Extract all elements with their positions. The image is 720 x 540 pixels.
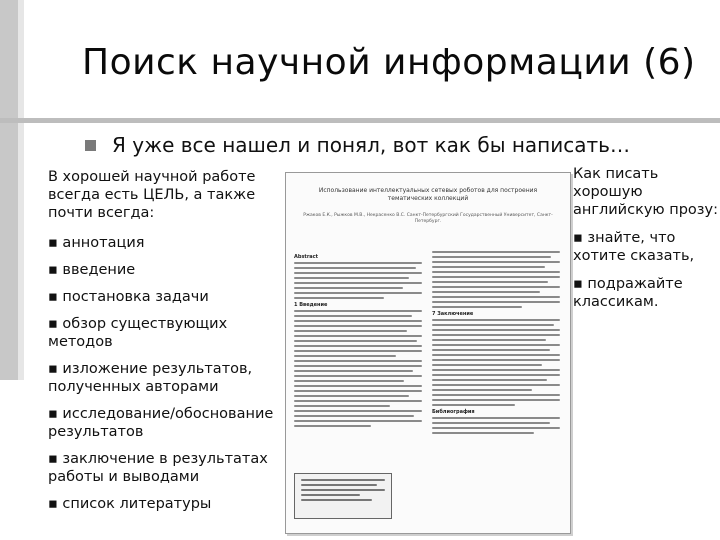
paper-column-left (294, 251, 422, 430)
left-intro: В хорошей научной работе всегда есть ЦЕЛЬ, а также почти всегда: (48, 169, 256, 221)
writing-tips (573, 165, 720, 321)
list-item: ▪ исследование/обоснование результатов (48, 406, 274, 440)
title-divider (0, 118, 720, 123)
paper-title: Использование интеллектуальных сетевых роботов для построения тематических коллекций (318, 187, 538, 202)
paper-structure-list (48, 168, 288, 522)
paper-heading-abstract: Abstract (294, 254, 319, 260)
list-item: ▪ аннотация (48, 235, 145, 251)
paper-image (285, 172, 571, 534)
main-bullet (85, 133, 630, 157)
paper-heading-intro: 1 Введение (294, 302, 328, 308)
paper-heading-conclusion: 7 Заключение (432, 311, 474, 317)
decorative-bar-inner (18, 0, 24, 380)
tips-heading: Как писать хорошую английскую прозу: (573, 166, 718, 218)
list-item: ▪ заключение в результатах работы и выводами (48, 451, 268, 485)
decorative-bar (0, 0, 18, 380)
main-bullet-text: Я уже все нашел и понял, вот как бы написать… (112, 133, 630, 157)
paper-heading-bibliography: Библиография (432, 409, 475, 415)
slide-title: Поиск научной информации (6) (82, 42, 696, 83)
paper-column-right (432, 251, 560, 437)
list-item: ▪ подражайте классикам. (573, 276, 683, 310)
list-item: ▪ знайте, что хотите сказать, (573, 230, 695, 264)
list-item: ▪ изложение результатов, полученных авторами (48, 361, 253, 395)
list-item: ▪ введение (48, 262, 136, 278)
bullet-square-icon (85, 140, 96, 151)
list-item: ▪ обзор существующих методов (48, 316, 228, 350)
paper-stamp (294, 473, 392, 519)
paper-authors: Ржаков Е.К., Рыжков М.В., Некрасенко В.С. Санкт-Петербургский Государственный Университет, Санкт-Петербург. (303, 213, 553, 224)
list-item: ▪ постановка задачи (48, 289, 209, 305)
list-item: ▪ список литературы (48, 496, 212, 512)
